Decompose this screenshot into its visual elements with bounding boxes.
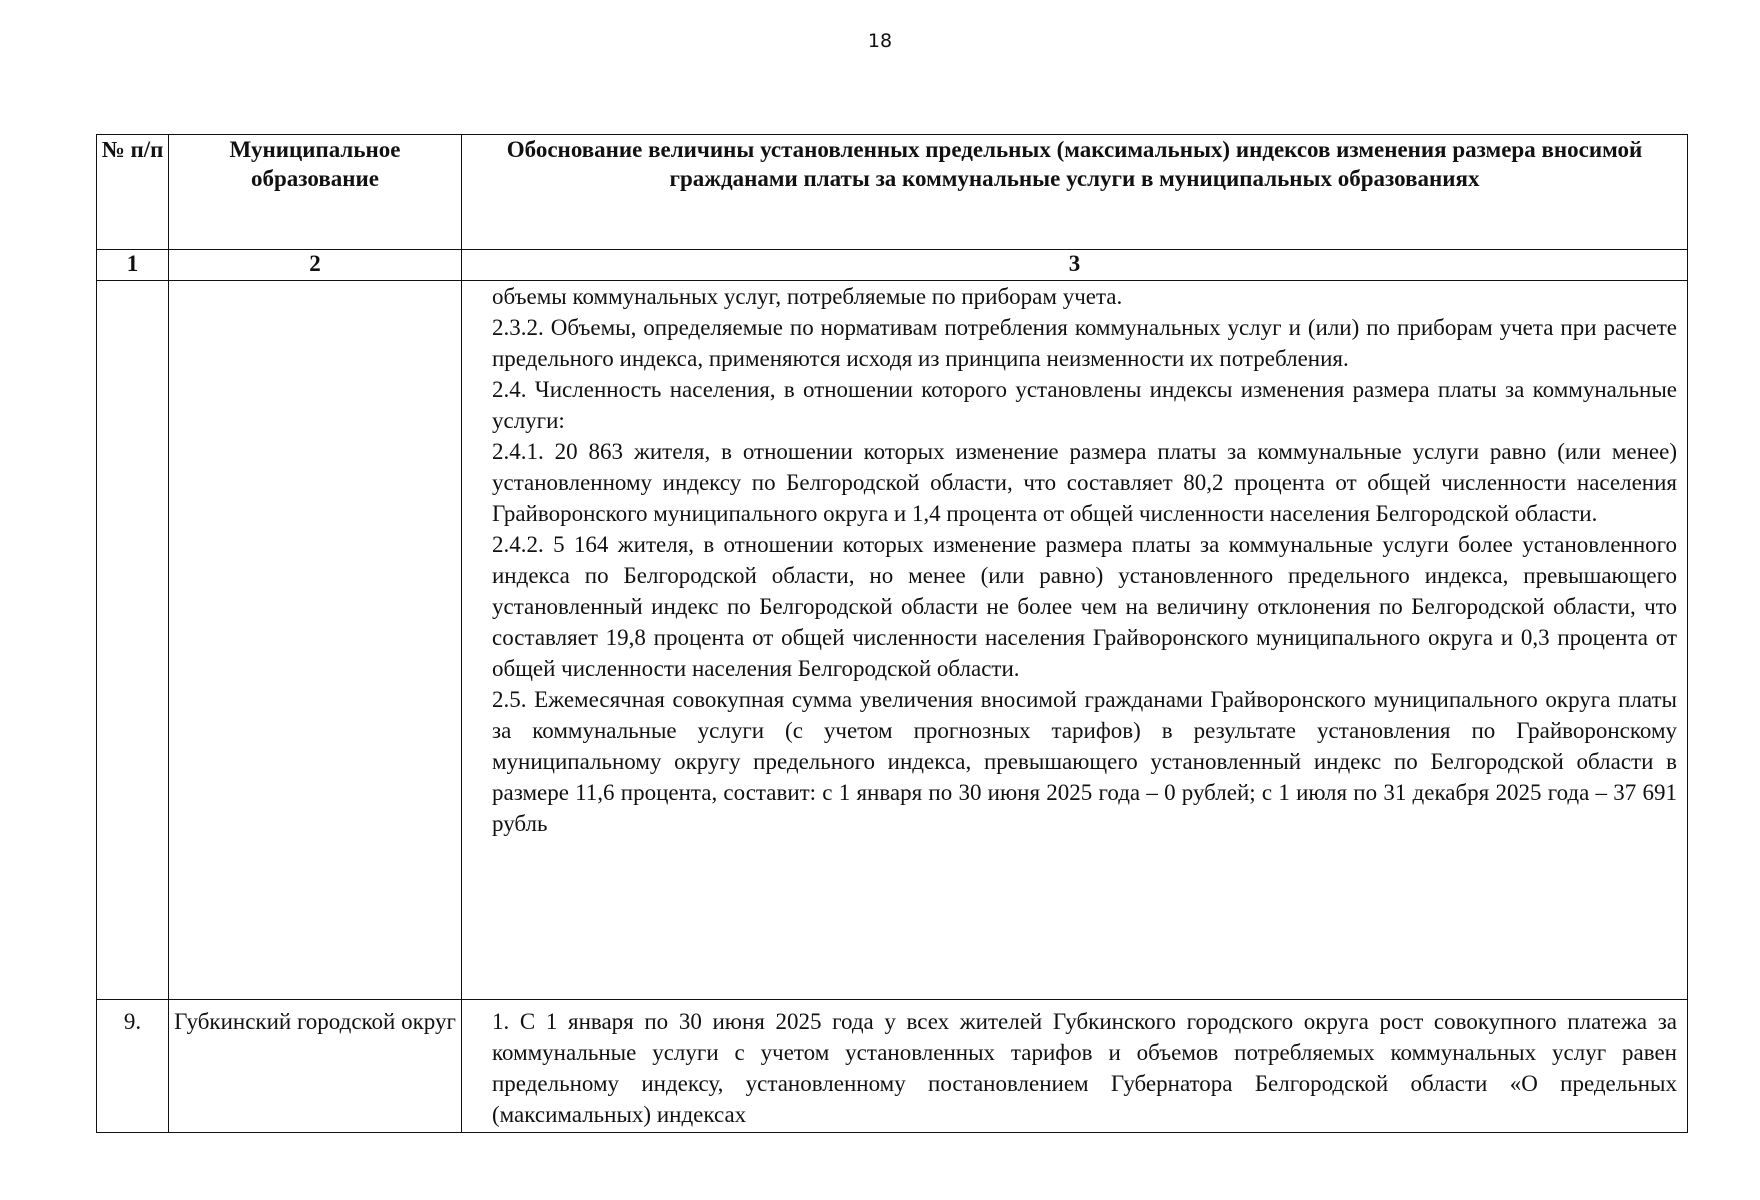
column-numbers-row <box>97 250 1688 281</box>
column-number-2: 2 <box>169 250 462 281</box>
table-row <box>97 281 1688 1000</box>
page-number: 18 <box>867 30 893 52</box>
column-number-3: 3 <box>462 250 1688 281</box>
paragraph: объемы коммунальных услуг, потребляемые по приборам учета. <box>492 284 1123 309</box>
row-justification <box>462 281 1688 1000</box>
header-municipality: Муниципальное образование <box>169 135 462 250</box>
row-justification <box>462 1000 1688 1133</box>
header-number: № п/п <box>97 135 169 250</box>
table-header-row <box>97 135 1688 250</box>
row-municipality <box>169 281 462 1000</box>
row-municipality: Губкинский городской округ <box>169 1000 462 1133</box>
column-number-1: 1 <box>97 250 169 281</box>
paragraph: 2.4.2. 5 164 жителя, в отношении которых изменение размера платы за коммунальные услуги более установленного индекса по Белгородской области, но менее (или равно) установленного предельного индекса, превышающего установленный индекс по Белгородской области не более чем на величину отклонения по Белгородской области, что составляет 19,8 процента от общей численности населения Грайворонского муниципального округа и 0,3 процента от общей численности населения Белгородской области. <box>492 532 1677 681</box>
paragraph: 1. С 1 января по 30 июня 2025 года у всех жителей Губкинского городского округа рост совокупного платежа за коммунальные услуги с учетом установленных тарифов и объемов потребляемых коммунальных услуг равен предельному индексу, установленному постановлением Губернатора Белгородской области «О предельных (максимальных) индексах <box>492 1009 1677 1127</box>
header-justification: Обоснование величины установленных предельных (максимальных) индексов изменения размера вносимой гражданами платы за коммунальные услуги в муниципальных образованиях <box>462 135 1688 250</box>
row-number: 9. <box>97 1000 169 1133</box>
paragraph: 2.5. Ежемесячная совокупная сумма увеличения вносимой гражданами Грайворонского муниципального округа платы за коммунальные услуги (с учетом прогнозных тарифов) в результате установления по Грайворонскому муниципальному округу предельного индекса, превышающего установленный индекс по Белгородской области в размере 11,6 процента, составит: с 1 января по 30 июня 2025 года – 0 рублей; с 1 июля по 31 декабря 2025 года – 37 691 рубль <box>492 687 1677 836</box>
justification-table <box>96 134 1688 1133</box>
row-number <box>97 281 169 1000</box>
paragraph: 2.4.1. 20 863 жителя, в отношении которых изменение размера платы за коммунальные услуги равно (или менее) установленному индексу по Белгородской области, что составляет 80,2 процента от общей численности населения Грайворонского муниципального округа и 1,4 процента от общей численности населения Белгородской области. <box>492 439 1677 526</box>
paragraph: 2.3.2. Объемы, определяемые по нормативам потребления коммунальных услуг и (или) по приборам учета при расчете предельного индекса, применяются исходя из принципа неизменности их потребления. <box>492 315 1677 371</box>
paragraph: 2.4. Численность населения, в отношении которого установлены индексы изменения размера платы за коммунальные услуги: <box>492 377 1677 433</box>
table-row <box>97 1000 1688 1133</box>
